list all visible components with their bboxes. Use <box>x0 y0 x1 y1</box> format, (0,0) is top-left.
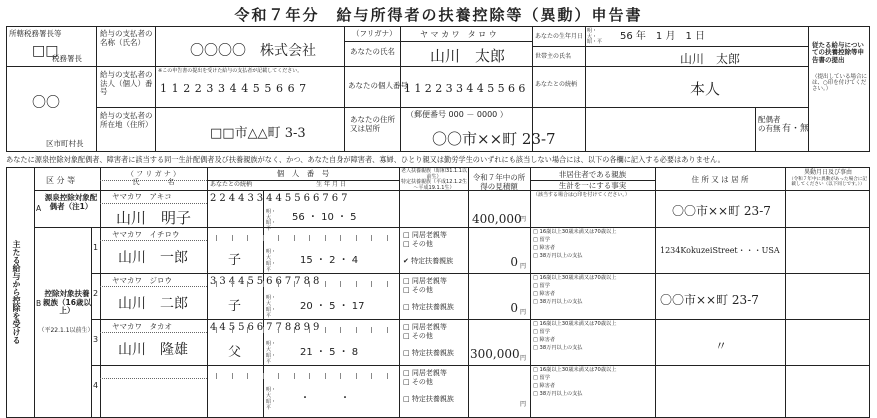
dependent-income[interactable]: 0 <box>510 255 518 269</box>
nonresident-option[interactable]: □ 38万円以上の支払 <box>533 253 583 259</box>
number-digit-divider <box>309 373 310 379</box>
furigana-label: （フリガナ） <box>352 29 397 38</box>
number-digit-divider <box>232 281 233 287</box>
householder-name[interactable]: 山川 太郎 <box>680 52 741 66</box>
tax-office-suffix: 税務署長 <box>52 54 82 63</box>
spouse-nonres-note: （該当する場合は○印を付けてください。） <box>533 192 630 198</box>
dependent-index: 1 <box>93 243 99 252</box>
number-digit-divider <box>216 373 217 379</box>
employee-name[interactable]: 山川 太郎 <box>430 47 506 65</box>
nonresident-option[interactable]: □ 留学 <box>533 375 550 381</box>
spouse-birth[interactable]: 56 ・ 10 ・ 5 <box>292 212 357 223</box>
col-nonresident: 非居住者である親族 <box>558 170 627 179</box>
nonresident-option[interactable]: □ 16歳以上30歳未満又は70歳以上 <box>533 321 617 327</box>
employee-address[interactable]: 〇〇市××町 23-7 <box>432 130 556 148</box>
instruction-text: あなたに源泉控除対象配偶者、障害者に該当する同一生計配偶者及び扶養親族がなく、かつ、あなた自身が障害者、寡婦、ひとり親又は勤労学生のいずれにも該当しない場合には、以下の各欄に記入する必要はありません。 <box>6 155 725 164</box>
form-title: 令和７年分 給与所得者の扶養控除等（異動）申告書 <box>234 6 643 24</box>
dependents-section-label: 控除対象扶養親族（16歳以上） <box>43 289 91 316</box>
birth-label: あなたの生年月日 <box>535 33 584 40</box>
dependent-birth[interactable]: ・ ・ <box>300 393 350 404</box>
number-digit-divider <box>247 235 248 241</box>
dependent-index: 4 <box>93 381 99 390</box>
nonresident-option[interactable]: □ 障害者 <box>533 291 556 297</box>
dependent-name[interactable]: 山川 隆雄 <box>118 342 188 358</box>
right-notice-title: 従たる給与についての扶養控除等申告書の提出 <box>812 41 864 64</box>
spouse-income[interactable]: 400,000 <box>472 212 522 226</box>
dependent-name[interactable]: 山川 一郎 <box>118 250 188 266</box>
dependents-section-note: （平22.1.1以前生） <box>38 327 94 334</box>
col-income: 令和７年中の所得の見積額 <box>472 173 526 191</box>
dependent-birth-era: 明・大昭・平 <box>266 295 277 319</box>
number-digit-divider <box>371 235 372 241</box>
spouse-value[interactable]: 有・無 <box>782 124 810 134</box>
number-digit-divider <box>294 327 295 333</box>
payer-number-note: ※この申告書の提出を受けた給与の支払者が記載してください。 <box>158 68 303 74</box>
dependent-yen: 円 <box>520 401 527 408</box>
special-dependent-option[interactable]: □ 特定扶養親族 <box>403 395 454 403</box>
dependent-furigana[interactable]: ヤマカワ タカオ <box>112 322 172 331</box>
number-digit-divider <box>356 235 357 241</box>
number-digit-divider <box>371 281 372 287</box>
nonresident-option[interactable]: □ 留学 <box>533 283 550 289</box>
number-digit-divider <box>325 281 326 287</box>
number-digit-divider <box>216 235 217 241</box>
number-digit-divider <box>340 281 341 287</box>
spouse-number[interactable]: 224433445566767 <box>210 193 351 204</box>
dependent-income[interactable]: 300,000 <box>470 347 520 361</box>
col-category: 区 分 等 <box>46 176 76 185</box>
number-digit-divider <box>387 281 388 287</box>
dependent-address[interactable]: 〇〇市××町 23-7 <box>660 293 759 307</box>
dependent-birth-era: 明・大昭・平 <box>266 387 277 411</box>
number-digit-divider <box>247 373 248 379</box>
tax-office-label: 所轄税務署長等 <box>9 29 62 38</box>
furigana-value[interactable]: ヤ マ カ ワ タ ロ ウ <box>420 30 497 39</box>
spouse-section-label: 源泉控除対象配偶者（注1） <box>44 193 98 211</box>
number-digit-divider <box>294 373 295 379</box>
number-digit-divider <box>216 327 217 333</box>
city-mark: 〇〇 <box>32 95 60 111</box>
nonresident-option[interactable]: □ 38万円以上の支払 <box>533 345 583 351</box>
number-digit-divider <box>356 373 357 379</box>
special-dependent-option[interactable]: ✔ 特定扶養親族 <box>403 257 454 265</box>
nonresident-option[interactable]: □ 16歳以上30歳未満又は70歳以上 <box>533 229 617 235</box>
number-digit-divider <box>309 235 310 241</box>
spouse-name[interactable]: 山川 明子 <box>116 209 192 227</box>
elder-option-cohabit[interactable]: □ 同居老親等 <box>403 231 447 239</box>
spouse-letter: A <box>36 204 42 213</box>
number-digit-divider <box>232 373 233 379</box>
number-digit-divider <box>247 327 248 333</box>
elder-option-cohabit[interactable]: □ 同居老親等 <box>403 323 447 331</box>
payer-name-label: 給与の支払者の名称（氏名） <box>100 29 153 47</box>
nonresident-option[interactable]: □ 16歳以上30歳未満又は70歳以上 <box>533 367 617 373</box>
dependent-yen: 円 <box>520 355 527 362</box>
spouse-yen: 円 <box>520 216 527 223</box>
number-digit-divider <box>278 327 279 333</box>
col-name: （ フ リ ガ ナ ） 氏 名 <box>126 170 181 187</box>
number-digit-divider <box>263 235 264 241</box>
relation-label: あなたとの続柄 <box>535 81 578 88</box>
dependent-number[interactable]: 445566778899 <box>210 322 323 333</box>
householder-label: 世帯主の氏名 <box>535 53 572 60</box>
dependent-yen: 円 <box>520 263 527 270</box>
nonresident-option[interactable]: □ 留学 <box>533 237 550 243</box>
dependent-address[interactable]: 〃 <box>714 339 727 353</box>
elder-option-cohabit[interactable]: □ 同居老親等 <box>403 277 447 285</box>
dependent-relation[interactable]: 父 <box>228 345 242 360</box>
number-digit-divider <box>325 327 326 333</box>
payer-number[interactable]: 1122334455667 <box>160 82 311 95</box>
special-dependent-option[interactable]: □ 特定扶養親族 <box>403 349 454 357</box>
nonresident-option[interactable]: □ 障害者 <box>533 383 556 389</box>
nonresident-option[interactable]: □ 障害者 <box>533 245 556 251</box>
dependent-birth-era: 明・大昭・平 <box>266 249 277 273</box>
number-digit-divider <box>232 235 233 241</box>
number-digit-divider <box>263 281 264 287</box>
col-birth: 生 年 月 日 <box>316 181 346 188</box>
relation-value[interactable]: 本人 <box>690 80 721 98</box>
number-digit-divider <box>356 281 357 287</box>
col-address: 住 所 又 は 居 所 <box>691 175 749 184</box>
dependent-index: 3 <box>93 335 99 344</box>
number-digit-divider <box>340 373 341 379</box>
nonresident-option[interactable]: □ 16歳以上30歳未満又は70歳以上 <box>533 275 617 281</box>
dependent-name[interactable]: 山川 二郎 <box>118 296 188 312</box>
number-digit-divider <box>387 235 388 241</box>
right-notice-body: （提出している場合には、○印を付けてください。） <box>812 74 868 93</box>
nonresident-option[interactable]: □ 38万円以上の支払 <box>533 299 583 305</box>
number-digit-divider <box>278 281 279 287</box>
nonresident-option[interactable]: □ 留学 <box>533 329 550 335</box>
dependents-letter: B <box>36 299 42 308</box>
number-digit-divider <box>340 327 341 333</box>
number-digit-divider <box>371 327 372 333</box>
nonresident-option[interactable]: □ 38万円以上の支払 <box>533 391 583 397</box>
payer-address-label: 給与の支払者の所在地（住所） <box>100 111 153 129</box>
col-elder: 老人扶養親族（昭和31.1.1以前生） 特定扶養親族（平成12.1.2生～平成19.1.1生） <box>401 168 467 191</box>
dependent-address[interactable]: 1234KokuzeiStreet・・・USA <box>660 246 780 255</box>
spouse-label: 配偶者の有無 <box>758 115 781 133</box>
dependent-yen: 円 <box>520 309 527 316</box>
dependent-number[interactable]: 334455667788 <box>210 276 323 287</box>
nonresident-option[interactable]: □ 障害者 <box>533 337 556 343</box>
number-digit-divider <box>278 235 279 241</box>
number-digit-divider <box>387 327 388 333</box>
postal-code[interactable]: （郵便番号 000 － 0000 ） <box>406 110 508 119</box>
name-label: あなたの氏名 <box>350 47 395 56</box>
dependent-index: 2 <box>93 289 99 298</box>
spouse-birth-era: 明・大昭・平 <box>266 209 277 232</box>
city-suffix: 区市町村長 <box>46 139 84 148</box>
number-digit-divider <box>294 281 295 287</box>
payer-address[interactable]: □□市△△町 3-3 <box>210 126 306 141</box>
dependent-relation[interactable]: 子 <box>228 253 242 268</box>
side-label: 主たる給与から控除を受ける <box>12 240 21 344</box>
payer-name[interactable]: 〇〇〇〇 株式会社 <box>190 43 316 59</box>
col-relation: あなたとの続柄 <box>210 181 253 188</box>
special-dependent-option[interactable]: □ 特定扶養親族 <box>403 303 454 311</box>
elder-option-other[interactable]: □ その他 <box>403 286 433 294</box>
elder-option-other[interactable]: □ その他 <box>403 332 433 340</box>
dependent-birth[interactable]: 15 ・ 2 ・ 4 <box>300 255 359 266</box>
dependent-relation[interactable]: 子 <box>228 299 242 314</box>
number-digit-divider <box>309 281 310 287</box>
number-digit-divider <box>216 281 217 287</box>
my-number-label: あなたの個人番号 <box>348 81 408 90</box>
col-change: 異動月日及び事由 <box>803 169 852 176</box>
number-digit-divider <box>325 235 326 241</box>
col-change-note: （令和７年中に異動があった場合に記載してください（以下同じです。）） <box>788 177 868 188</box>
col-same-living: 生計を一にする事実 <box>558 181 627 190</box>
dependent-furigana[interactable]: ヤマカワ ジロウ <box>112 276 172 285</box>
spouse-furigana[interactable]: ヤマカワ アキコ <box>112 192 172 201</box>
dependent-income[interactable]: 0 <box>510 301 518 315</box>
col-number: 個 人 番 号 <box>276 169 330 178</box>
number-digit-divider <box>340 235 341 241</box>
dependent-birth[interactable]: 21 ・ 5 ・ 8 <box>300 347 359 358</box>
number-digit-divider <box>247 281 248 287</box>
number-digit-divider <box>263 373 264 379</box>
elder-option-other[interactable]: □ その他 <box>403 378 433 386</box>
number-digit-divider <box>309 327 310 333</box>
birth-value[interactable]: 56 年 1 月 1 日 <box>620 31 705 42</box>
payer-number-label: 給与の支払者の法人（個人）番号 <box>100 70 153 97</box>
elder-option-other[interactable]: □ その他 <box>403 240 433 248</box>
spouse-address[interactable]: 〇〇市××町 23-7 <box>672 204 771 218</box>
birth-era: 明・大・昭・平 <box>587 28 603 45</box>
number-digit-divider <box>325 373 326 379</box>
number-digit-divider <box>387 373 388 379</box>
dependent-furigana[interactable]: ヤマカワ イチロウ <box>112 230 180 239</box>
dependent-birth-era: 明・大昭・平 <box>266 341 277 365</box>
number-digit-divider <box>278 373 279 379</box>
number-digit-divider <box>356 327 357 333</box>
elder-option-cohabit[interactable]: □ 同居老親等 <box>403 369 447 377</box>
number-digit-divider <box>371 373 372 379</box>
number-digit-divider <box>294 235 295 241</box>
dependent-birth[interactable]: 20 ・ 5 ・ 17 <box>300 301 365 312</box>
number-digit-divider <box>232 327 233 333</box>
address-label: あなたの住所又は居所 <box>350 115 395 133</box>
tax-office-mark: □□ <box>32 43 59 59</box>
my-number[interactable]: 112233445566 <box>404 82 529 95</box>
number-digit-divider <box>263 327 264 333</box>
